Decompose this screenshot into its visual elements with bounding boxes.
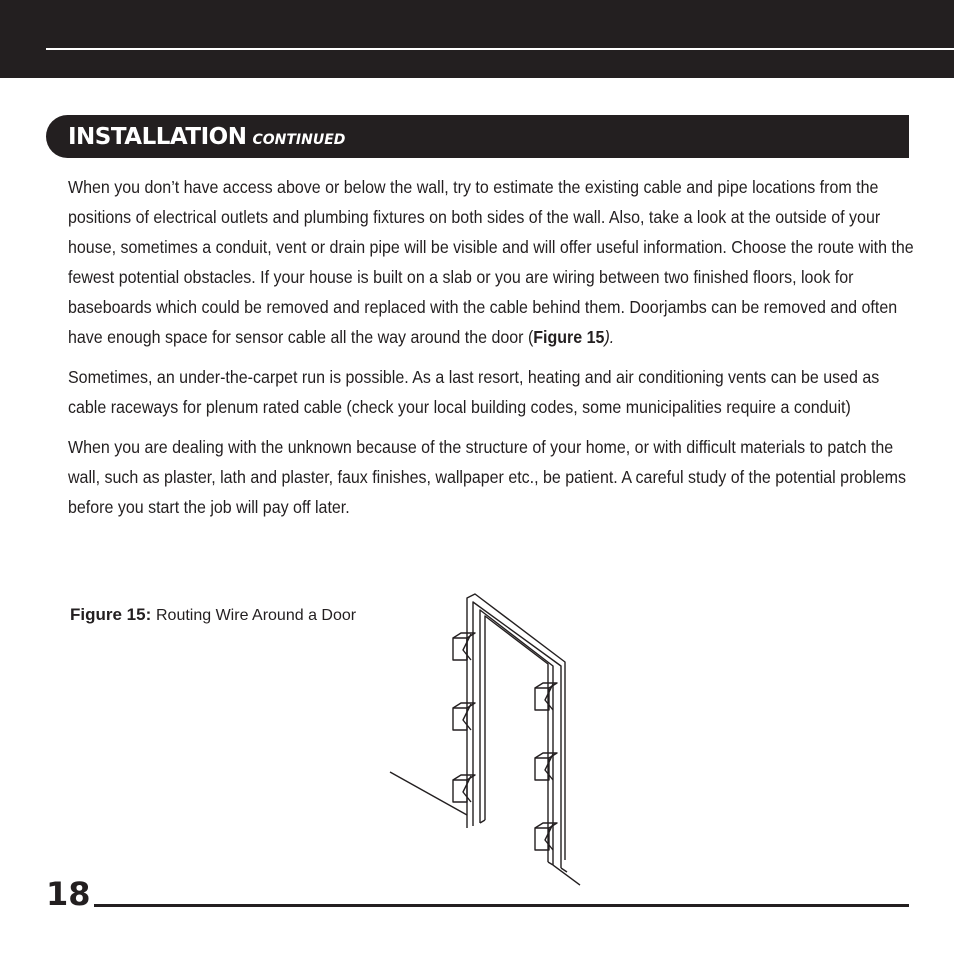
paragraph-3: When you are dealing with the unknown because of the structure of your home, or with difficult materials to patch the wall, such as plaster, lath and plaster, faux finishes, wallpaper etc., be patient. A careful study of the potential problems before you start the job will pay off later. [68,437,906,517]
section-subtitle: CONTINUED [252,132,346,148]
right-box-2 [535,753,557,780]
right-box-3 [535,823,557,850]
door-illustration [385,590,595,890]
figure-caption [70,605,356,625]
left-box-1 [453,633,475,660]
paragraph-2: Sometimes, an under-the-carpet run is possible. As a last resort, heating and air conditioning vents can be used as cable raceways for plenum rated cable (check your local building codes, some municipalities require a conduit) [68,367,880,417]
figure-caption-text: Routing Wire Around a Door [155,607,357,624]
page-number: 18 [46,875,91,913]
section-title: INSTALLATION [68,124,247,150]
header-rule [46,48,954,50]
right-box-1 [535,683,557,710]
section-header [46,115,909,158]
paragraph-1-end: ). [604,327,615,347]
footer-rule [94,904,909,907]
left-box-2 [453,703,475,730]
header-band [0,0,954,78]
door-jamb-outer [480,610,553,865]
paragraph-1 [68,172,914,352]
body-text [68,172,914,532]
figure-reference: Figure 15 [533,327,605,347]
section-title-wrap [68,124,345,150]
figure-label: Figure 15: [70,605,152,624]
left-box-3 [453,775,475,802]
paragraph-1-text: When you don’t have access above or below the wall, try to estimate the existing cable and pipe locations from the positions of electrical outlets and plumbing fixtures on both sides of the wall. Also, take a look at the outside of your house, sometimes a conduit, vent or drain pipe will be visible and will offer useful information. Choose the route with the fewest potential obstacles. If your house is built on a slab or you are wiring between two finished floors, look for baseboards which could be removed and replaced with the cable behind them. Doorjambs can be removed and often have enough space for sensor cable all the way around the door ( [68,177,914,347]
